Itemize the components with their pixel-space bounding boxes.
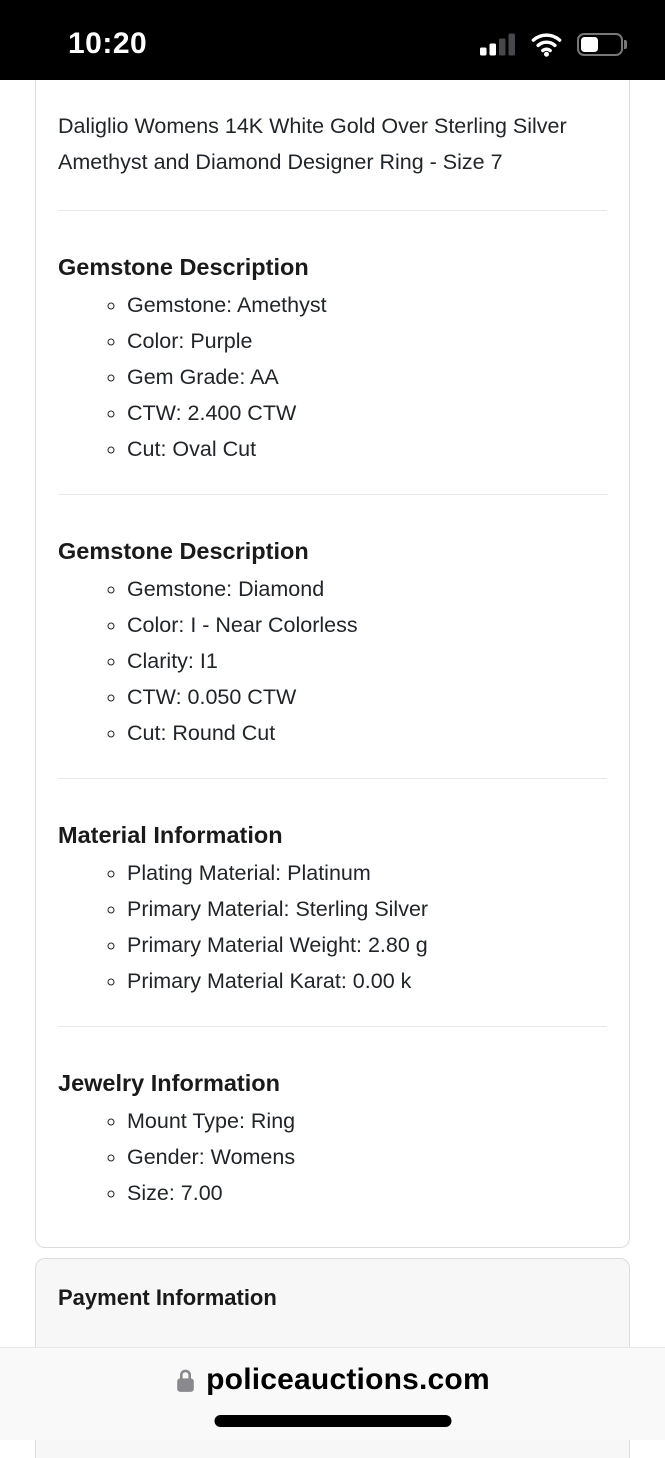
list-item: ◦ Color: I - Near Colorless	[127, 607, 607, 643]
list-item: ◦ Plating Material: Platinum	[127, 855, 607, 891]
section-list	[58, 1103, 607, 1211]
section-list	[58, 571, 607, 751]
section-jewelry-information	[58, 1026, 607, 1211]
list-item: ◦ Size: 7.00	[127, 1175, 607, 1211]
lock-icon	[175, 1367, 196, 1394]
section-gemstone-description-2	[58, 494, 607, 751]
list-item: ◦ Primary Material Weight: 2.80 g	[127, 927, 607, 963]
status-bar	[0, 0, 665, 80]
list-item: ◦ Mount Type: Ring	[127, 1103, 607, 1139]
home-indicator[interactable]	[214, 1415, 451, 1427]
list-item: ◦ CTW: 0.050 CTW	[127, 679, 607, 715]
url-bar-button[interactable]	[175, 1363, 490, 1397]
section-list	[58, 287, 607, 467]
url-text: policeauctions.com	[206, 1363, 490, 1396]
section-divider	[58, 778, 607, 779]
status-time: 10:20	[68, 27, 148, 60]
list-item: ◦ Primary Material Karat: 0.00 k	[127, 963, 607, 999]
list-item: ◦ Cut: Round Cut	[127, 715, 607, 751]
section-divider	[58, 494, 607, 495]
battery-fill	[581, 37, 598, 52]
section-heading: Gemstone Description	[58, 538, 309, 564]
section-divider	[58, 210, 607, 211]
section-list	[58, 855, 607, 999]
list-item: ◦ CTW: 2.400 CTW	[127, 395, 607, 431]
list-item: ◦ Primary Material: Sterling Silver	[127, 891, 607, 927]
list-item: ◦ Gemstone: Diamond	[127, 571, 607, 607]
list-item: ◦ Gender: Womens	[127, 1139, 607, 1175]
list-item: ◦ Cut: Oval Cut	[127, 431, 607, 467]
section-divider	[58, 1026, 607, 1027]
payment-information-heading: Payment Information	[58, 1285, 277, 1310]
list-item: ◦ Gem Grade: AA	[127, 359, 607, 395]
section-heading: Jewelry Information	[58, 1070, 280, 1096]
section-material-information	[58, 778, 607, 999]
web-page-content	[0, 80, 665, 1440]
section-heading: Material Information	[58, 822, 283, 848]
cellular-signal-icon	[480, 33, 516, 56]
section-heading: Gemstone Description	[58, 254, 309, 280]
list-item: ◦ Gemstone: Amethyst	[127, 287, 607, 323]
list-item: ◦ Clarity: I1	[127, 643, 607, 679]
section-gemstone-description-1	[58, 210, 607, 467]
wifi-icon	[530, 32, 563, 57]
status-icons	[480, 32, 627, 57]
battery-icon	[577, 33, 627, 56]
list-item: ◦ Color: Purple	[127, 323, 607, 359]
product-detail-card	[35, 80, 630, 1248]
product-title: Daliglio Womens 14K White Gold Over Sterling Silver Amethyst and Diamond Designer Ring - Size 7	[58, 114, 567, 174]
